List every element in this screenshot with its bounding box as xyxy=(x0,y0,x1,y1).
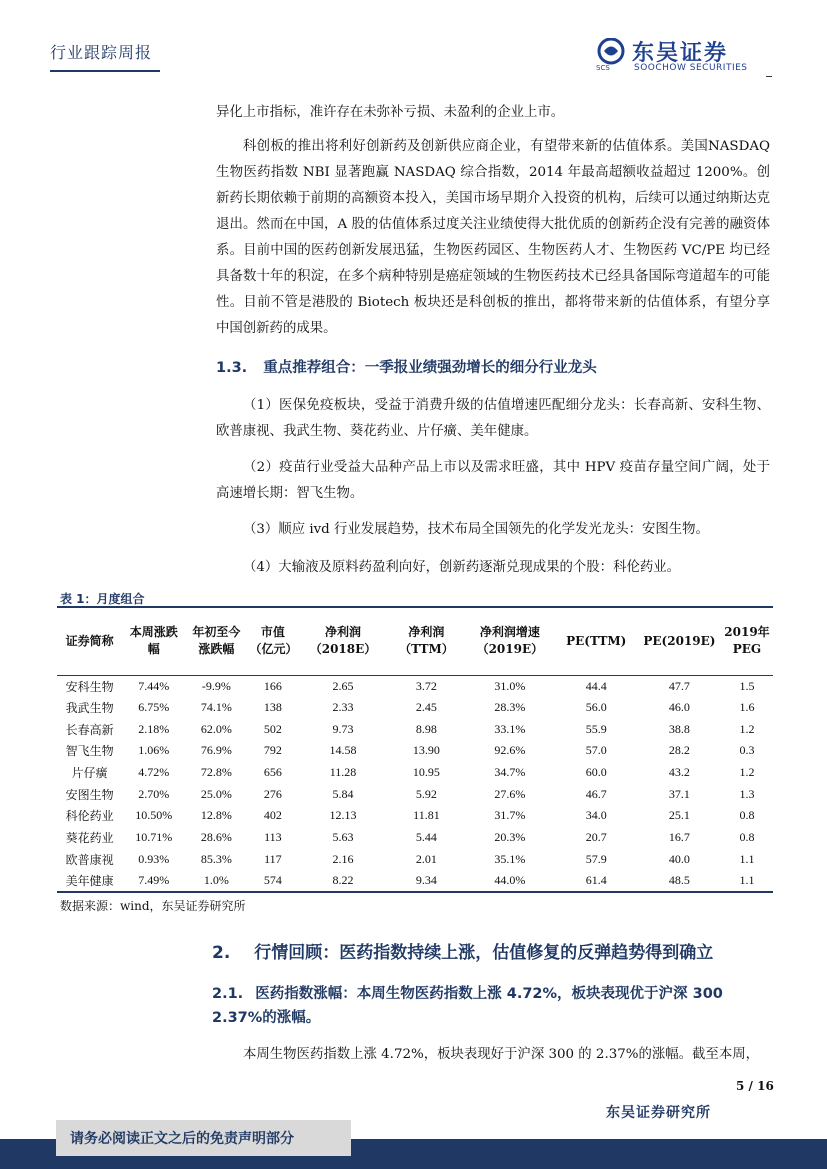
table-cell: 20.3% xyxy=(494,830,526,845)
table-cell: 656 xyxy=(263,765,282,780)
table-cell: 1.0% xyxy=(185,870,247,892)
table-cell: 27.6% xyxy=(494,786,526,801)
table-row xyxy=(57,740,773,762)
table-cell: 402 xyxy=(263,808,282,823)
table-header-cell: 2019年PEG xyxy=(721,607,773,675)
table-cell: 1.1 xyxy=(721,870,773,892)
security-name-cell: 科伦药业 xyxy=(65,809,114,824)
table-cell: 10.50% xyxy=(135,808,173,823)
table-cell: 0.3 xyxy=(739,743,755,758)
table-header-cell: 证券简称 xyxy=(57,607,122,675)
security-name-cell: 安图生物 xyxy=(65,787,114,802)
recommendation-item: （3）顺应 ivd 行业发展趋势，技术布局全国领先的化学发光龙头：安图生物。 xyxy=(243,522,709,537)
table-cell: 1.2 xyxy=(739,721,755,736)
table-cell: 31.7% xyxy=(494,808,526,823)
section-2-heading xyxy=(212,938,713,963)
table-cell: 5.92 xyxy=(415,786,437,801)
portfolio-table xyxy=(57,606,773,893)
table-cell: 5.63 xyxy=(332,830,354,845)
table-header-cell: PE(2019E) xyxy=(638,607,721,675)
table-cell: 44.0% xyxy=(465,870,554,892)
table-cell: 792 xyxy=(263,743,282,758)
table-cell: 61.4 xyxy=(555,870,638,892)
table-cell: 1.3 xyxy=(739,786,755,801)
logo-chinese-name: 东吴证券 xyxy=(632,41,729,66)
table-cell: 33.1% xyxy=(494,721,526,736)
table-cell: 46.7 xyxy=(585,786,607,801)
logo-mark-text: SCS xyxy=(596,64,610,72)
table-cell: 8.22 xyxy=(298,870,387,892)
table-cell: 44.4 xyxy=(585,678,607,693)
table-row xyxy=(57,697,773,719)
table-cell: 12.13 xyxy=(329,808,357,823)
table-header-cell: 净利润（2018E） xyxy=(298,607,387,675)
table-cell: 166 xyxy=(263,678,282,693)
table-cell: 574 xyxy=(247,870,298,892)
table-cell: 31.0% xyxy=(494,678,526,693)
table-row xyxy=(57,870,773,892)
table-row xyxy=(57,718,773,740)
security-name-cell: 我武生物 xyxy=(65,701,114,716)
security-name-cell: 智飞生物 xyxy=(65,744,114,759)
header-underline xyxy=(50,70,160,72)
table-header-row xyxy=(57,607,773,675)
table-caption: 表 1：月度组合 xyxy=(60,592,145,606)
table-cell: 276 xyxy=(263,786,282,801)
table-header-cell: PE(TTM) xyxy=(555,607,638,675)
table-cell: -9.9% xyxy=(201,678,231,693)
table-cell: 0.8 xyxy=(739,830,755,845)
section-number: 1.3. xyxy=(216,360,248,376)
company-logo xyxy=(596,36,776,76)
table-cell: 56.0 xyxy=(585,700,607,715)
table-header-cell: 净利润增速（2019E） xyxy=(465,607,554,675)
section-number: 2.1. xyxy=(212,986,244,1002)
table-cell: 46.0 xyxy=(668,700,690,715)
table-cell: 12.8% xyxy=(200,808,232,823)
table-cell: 2.01 xyxy=(415,851,437,866)
table-body xyxy=(57,675,773,892)
recommendation-item: （1）医保免疫板块，受益于消费升级的估值增速匹配细分龙头：长春高新、安科生物、欧普康视、我武生物、葵花药业、片仔癀、美年健康。 xyxy=(216,398,770,439)
section-2-1-heading xyxy=(212,982,772,1030)
header-tick xyxy=(766,76,772,77)
table-cell: 5.84 xyxy=(332,786,354,801)
report-type-title: 行业跟踪周报 xyxy=(50,43,153,62)
table-cell: 20.7 xyxy=(585,830,607,845)
table-cell: 25.1 xyxy=(668,808,690,823)
table-cell: 28.6% xyxy=(200,830,232,845)
table-cell: 57.0 xyxy=(585,743,607,758)
table-cell: 74.1% xyxy=(200,700,232,715)
table-row xyxy=(57,762,773,784)
table-cell: 2.18% xyxy=(138,721,170,736)
table-cell: 9.34 xyxy=(388,870,465,892)
table-cell: 1.2 xyxy=(739,765,755,780)
table-cell: 55.9 xyxy=(585,721,607,736)
table-cell: 35.1% xyxy=(494,851,526,866)
table-cell: 138 xyxy=(263,700,282,715)
table-cell: 57.9 xyxy=(585,851,607,866)
table-cell: 25.0% xyxy=(200,786,232,801)
table-cell: 10.95 xyxy=(412,765,440,780)
table-cell: 38.8 xyxy=(668,721,690,736)
table-cell: 34.7% xyxy=(494,765,526,780)
table-cell: 62.0% xyxy=(200,721,232,736)
table-header-cell: 市值（亿元） xyxy=(247,607,298,675)
security-name-cell: 长春高新 xyxy=(65,722,114,737)
table-cell: 16.7 xyxy=(668,830,690,845)
table-cell: 10.71% xyxy=(135,830,173,845)
table-cell: 60.0 xyxy=(585,765,607,780)
table-cell: 2.16 xyxy=(332,851,354,866)
section-title: 医药指数涨幅：本周生物医药指数上涨 4.72%，板块表现优于沪深 300 2.37%的涨幅。 xyxy=(212,986,723,1026)
security-name-cell: 美年健康 xyxy=(57,870,122,892)
table-cell: 11.81 xyxy=(413,808,440,823)
table-cell: 8.98 xyxy=(415,721,437,736)
table-cell: 2.65 xyxy=(332,678,354,693)
security-name-cell: 片仔癀 xyxy=(71,766,108,781)
table-cell: 9.73 xyxy=(332,721,354,736)
table-cell: 6.75% xyxy=(138,700,170,715)
table-cell: 1.5 xyxy=(739,678,755,693)
table-cell: 7.49% xyxy=(122,870,185,892)
table-source: 数据来源：wind，东吴证券研究所 xyxy=(60,899,246,913)
table-header-cell: 年初至今涨跌幅 xyxy=(185,607,247,675)
table-cell: 1.06% xyxy=(138,743,170,758)
table-cell: 28.3% xyxy=(494,700,526,715)
table-cell: 2.70% xyxy=(138,786,170,801)
security-name-cell: 安科生物 xyxy=(65,679,114,694)
table-cell: 1.6 xyxy=(739,700,755,715)
recommendation-item: （2）疫苗行业受益大品种产品上市以及需求旺盛，其中 HPV 疫苗存量空间广阔，处于高速增长期：智飞生物。 xyxy=(216,460,770,501)
table-cell: 92.6% xyxy=(494,743,526,758)
table-cell: 2.33 xyxy=(332,700,354,715)
table-cell: 28.2 xyxy=(668,743,690,758)
table-cell: 502 xyxy=(263,721,282,736)
table-cell: 40.0 xyxy=(668,851,690,866)
table-cell: 76.9% xyxy=(200,743,232,758)
table-row xyxy=(57,849,773,871)
section-number: 2. xyxy=(212,943,231,963)
table-cell: 117 xyxy=(264,851,282,866)
footer-institute: 东吴证券研究所 xyxy=(606,1105,711,1121)
table-cell: 0.8 xyxy=(739,808,755,823)
table-cell: 47.7 xyxy=(668,678,690,693)
table-cell: 34.0 xyxy=(585,808,607,823)
security-name-cell: 葵花药业 xyxy=(65,831,114,846)
table-header-cell: 净利润（TTM） xyxy=(388,607,465,675)
table-cell: 2.45 xyxy=(415,700,437,715)
table-cell: 48.5 xyxy=(638,870,721,892)
table-row xyxy=(57,827,773,849)
table-cell: 37.1 xyxy=(668,786,690,801)
table-cell: 11.28 xyxy=(329,765,357,780)
table-header-cell: 本周涨跌幅 xyxy=(122,607,185,675)
table-cell: 4.72% xyxy=(138,765,170,780)
paragraph-index-performance: 本周生物医药指数上涨 4.72%，板块表现好于沪深 300 的 2.37%的涨幅。截至本周， xyxy=(243,1047,759,1062)
page-number: 5 / 16 xyxy=(736,1079,774,1093)
section-title: 行情回顾：医药指数持续上涨，估值修复的反弹趋势得到确立 xyxy=(254,943,714,963)
table-cell: 43.2 xyxy=(668,765,690,780)
table-cell: 7.44% xyxy=(138,678,170,693)
table-cell: 5.44 xyxy=(415,830,437,845)
table-cell: 85.3% xyxy=(200,851,232,866)
section-1-3-heading xyxy=(216,356,597,377)
table-cell: 0.93% xyxy=(138,851,170,866)
logo-english-name: SOOCHOW SECURITIES xyxy=(634,63,748,73)
table-cell: 14.58 xyxy=(329,743,357,758)
table-cell: 13.90 xyxy=(412,743,440,758)
security-name-cell: 欧普康视 xyxy=(65,852,114,867)
section-title: 重点推荐组合：一季报业绩强劲增长的细分行业龙头 xyxy=(263,360,597,376)
table-row xyxy=(57,675,773,697)
table-cell: 72.8% xyxy=(200,765,232,780)
table-cell: 1.1 xyxy=(739,851,755,866)
recommendation-item: （4）大输液及原料药盈利向好，创新药逐渐兑现成果的个股：科伦药业。 xyxy=(243,560,681,575)
disclaimer-notice: 请务必阅读正文之后的免责声明部分 xyxy=(56,1120,351,1156)
table-cell: 113 xyxy=(264,830,282,845)
paragraph-star-market: 科创板的推出将利好创新药及创新供应商企业，有望带来新的估值体系。美国NASDAQ 生物医药指数 NBI 显著跑赢 NASDAQ 综合指数，2014 年最高超额收益超过 1200%。创新药长期依赖于前期的高额资本投入，美国市场早期介入投资的机构，后续可以通过纳斯达克退出。然而在中国，A 股的估值体系过度关注业绩使得大批优质的创新药企没有完善的融资体系。目前中国的医药创新发展迅猛，生物医药园区、生物医药人才、生物医药 VC/PE 均已经具备数十年的积淀，在多个病种特别是癌症领域的生物医药技术已经具备国际弯道超车的可能性。目前不管是港股的 Biotech 板块还是科创板的推出，都将带来新的估值体系，有望分享中国创新药的成果。 xyxy=(216,139,770,336)
table-row xyxy=(57,805,773,827)
table-cell: 3.72 xyxy=(415,678,437,693)
paragraph-continuation: 异化上市指标，准许存在未弥补亏损、未盈利的企业上市。 xyxy=(216,105,565,120)
table-row xyxy=(57,783,773,805)
